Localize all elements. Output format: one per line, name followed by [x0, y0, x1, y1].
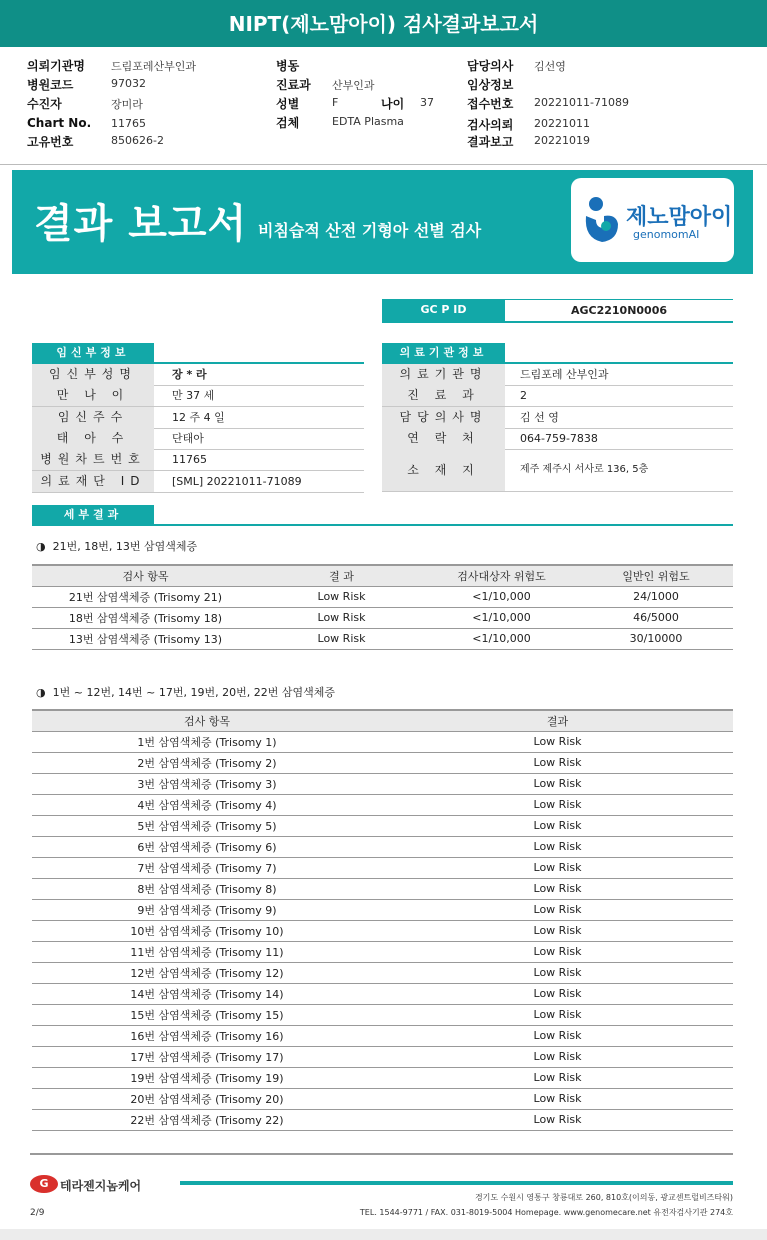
- header-label: 담당의사: [467, 59, 514, 73]
- table-cell: <1/10,000: [424, 628, 579, 649]
- table-row: [32, 731, 733, 752]
- institution-field-label: 의료기관명: [382, 364, 505, 385]
- header-value: 97032: [111, 77, 146, 90]
- institution-field-value: 드림포레 산부인과: [520, 368, 609, 381]
- footer-accent-bar: [180, 1181, 733, 1185]
- header-value: 20221011: [534, 117, 590, 130]
- table-row: [32, 628, 733, 649]
- table-cell: Low Risk: [382, 857, 733, 878]
- table-cell: 24/1000: [579, 586, 733, 607]
- section1-heading-text: 21번, 18번, 13번 삼염색체증: [52, 540, 198, 553]
- table-cell: 8번 삼염색체증 (Trisomy 8): [32, 878, 382, 899]
- patient-field-label: 임신주수: [32, 407, 154, 428]
- institution-field-label: 진 료 과: [382, 385, 505, 406]
- page-number: 2/9: [30, 1208, 45, 1218]
- header-label: 접수번호: [467, 97, 514, 111]
- report-title: NIPT(제노맘아이) 검사결과보고서: [0, 0, 767, 46]
- table-cell: 1번 삼염색체증 (Trisomy 1): [32, 731, 382, 752]
- table-row: [32, 1004, 733, 1025]
- table-cell: 12번 삼염색체증 (Trisomy 12): [32, 962, 382, 983]
- institution-field-value: 064-759-7838: [520, 431, 598, 445]
- institution-field-label: 소 재 지: [382, 449, 505, 491]
- table-cell: 14번 삼염색체증 (Trisomy 14): [32, 983, 382, 1004]
- footer-divider: [30, 1153, 733, 1155]
- patient-field-value: 만 37 세: [172, 389, 215, 403]
- table-cell: 18번 삼염색체증 (Trisomy 18): [32, 607, 259, 628]
- terragen-logo-icon: G: [30, 1175, 58, 1193]
- table-row: [32, 586, 733, 607]
- header-label: 병동: [276, 59, 300, 73]
- table-row: [32, 836, 733, 857]
- table-cell: 2번 삼염색체증 (Trisomy 2): [32, 752, 382, 773]
- banner-title: 결과 보고서: [34, 201, 248, 247]
- patient-field-value: 장 * 라: [172, 368, 207, 381]
- patient-field-value: 단태아: [172, 431, 204, 445]
- patient-field-value: [SML] 20221011-71089: [172, 474, 302, 488]
- table-row: [32, 878, 733, 899]
- table-row: [32, 1109, 733, 1130]
- header-label: 결과보고: [467, 135, 514, 149]
- section2-heading: [36, 684, 335, 700]
- detail-tab-line: [32, 524, 733, 526]
- table-cell: <1/10,000: [424, 586, 579, 607]
- table-cell: Low Risk: [382, 1088, 733, 1109]
- table-cell: Low Risk: [382, 1004, 733, 1025]
- table-cell: 19번 삼염색체증 (Trisomy 19): [32, 1067, 382, 1088]
- table-cell: Low Risk: [382, 983, 733, 1004]
- gcp-id-value: AGC2210N0006: [505, 299, 733, 321]
- header-value: 20221011-71089: [534, 96, 629, 109]
- table-cell: Low Risk: [382, 878, 733, 899]
- institution-field-value: 김 선 영: [520, 410, 559, 424]
- table-cell: 7번 삼염색체증 (Trisomy 7): [32, 857, 382, 878]
- header-value: 산부인과: [332, 79, 375, 92]
- table-cell: Low Risk: [382, 836, 733, 857]
- patient-field-label: 만 나 이: [32, 385, 154, 406]
- header-value: 김선영: [534, 60, 566, 73]
- bottom-strip: [0, 1229, 767, 1240]
- table-cell: <1/10,000: [424, 607, 579, 628]
- row-divider: [32, 492, 364, 493]
- row-divider: [382, 491, 733, 492]
- patient-info-tab: 임신부정보: [32, 343, 154, 363]
- table-cell: Low Risk: [382, 1109, 733, 1130]
- table-header-cell: 일반인 위험도: [579, 565, 733, 586]
- detail-results-tab: 세부결과: [32, 505, 154, 525]
- table-cell: 46/5000: [579, 607, 733, 628]
- table-row: [32, 1025, 733, 1046]
- header-label: 고유번호: [27, 135, 74, 149]
- footer-contact: TEL. 1544-9771 / FAX. 031-8019-5004 Homepage. www.genomecare.net 유전자검사기관 274호: [359, 1208, 733, 1217]
- institution-field-label: 연 락 처: [382, 428, 505, 449]
- genomom-logo-icon: [582, 194, 622, 246]
- title-divider: [0, 46, 767, 47]
- trisomy-main-table: [32, 564, 733, 650]
- header-label: 성별: [276, 97, 300, 111]
- footer-address: 경기도 수원시 영통구 창룡대로 260, 810호(이의동, 광교센트럴비즈타워): [474, 1193, 733, 1202]
- gcp-id-label: GC P ID: [382, 299, 505, 321]
- table-row: [32, 899, 733, 920]
- table-cell: 5번 삼염색체증 (Trisomy 5): [32, 815, 382, 836]
- patient-field-value: 12 주 4 일: [172, 410, 225, 424]
- section1-heading: [36, 538, 197, 554]
- header-label: Chart No.: [27, 116, 92, 130]
- header-value: 20221019: [534, 134, 590, 147]
- table-header-cell: 결과: [382, 710, 733, 731]
- table-row: [32, 857, 733, 878]
- table-header-cell: 검사 항목: [32, 710, 382, 731]
- logo-subtext: genomomAI: [633, 228, 700, 241]
- table-cell: 20번 삼염색체증 (Trisomy 20): [32, 1088, 382, 1109]
- table-cell: 17번 삼염색체증 (Trisomy 17): [32, 1046, 382, 1067]
- table-cell: Low Risk: [382, 1046, 733, 1067]
- table-row: [32, 1046, 733, 1067]
- header-label: 병원코드: [27, 78, 74, 92]
- logo-text: 제노맘아이: [626, 205, 733, 230]
- table-cell: 10번 삼염색체증 (Trisomy 10): [32, 920, 382, 941]
- header-value: 11765: [111, 117, 146, 130]
- table-cell: Low Risk: [259, 628, 424, 649]
- table-header-cell: 검사대상자 위험도: [424, 565, 579, 586]
- table-row: [32, 941, 733, 962]
- table-cell: Low Risk: [382, 731, 733, 752]
- table-cell: Low Risk: [382, 1025, 733, 1046]
- table-row: [32, 1088, 733, 1109]
- table-cell: 11번 삼염색체증 (Trisomy 11): [32, 941, 382, 962]
- table-cell: Low Risk: [382, 752, 733, 773]
- table-header-cell: 검사 항목: [32, 565, 259, 586]
- table-header-cell: 결 과: [259, 565, 424, 586]
- header-value: EDTA Plasma: [332, 115, 404, 128]
- table-row: [32, 773, 733, 794]
- header-label: 임상정보: [467, 78, 514, 92]
- table-cell: Low Risk: [259, 607, 424, 628]
- table-cell: 4번 삼염색체증 (Trisomy 4): [32, 794, 382, 815]
- table-cell: Low Risk: [382, 899, 733, 920]
- table-cell: Low Risk: [382, 1067, 733, 1088]
- table-cell: Low Risk: [382, 815, 733, 836]
- table-cell: Low Risk: [382, 794, 733, 815]
- table-cell: Low Risk: [382, 773, 733, 794]
- section2-heading-text: 1번 ~ 12번, 14번 ~ 17번, 19번, 20번, 22번 삼염색체증: [52, 686, 335, 699]
- table-cell: 15번 삼염색체증 (Trisomy 15): [32, 1004, 382, 1025]
- table-cell: 16번 삼염색체증 (Trisomy 16): [32, 1025, 382, 1046]
- patient-field-label: 의료재단 ID: [32, 471, 154, 492]
- patient-field-label: 태 아 수: [32, 428, 154, 449]
- banner-subtitle: 비침습적 산전 기형아 선별 검사: [258, 221, 482, 240]
- patient-field-value: 11765: [172, 453, 207, 467]
- footer-company: 테라젠지놈케어: [60, 1179, 142, 1193]
- table-cell: 3번 삼염색체증 (Trisomy 3): [32, 773, 382, 794]
- table-cell: Low Risk: [382, 941, 733, 962]
- institution-field-label: 담당의사명: [382, 407, 505, 428]
- header-label: 검사의뢰: [467, 118, 514, 132]
- table-cell: Low Risk: [259, 586, 424, 607]
- table-cell: 30/10000: [579, 628, 733, 649]
- institution-field-value: 2: [520, 389, 527, 403]
- header-label: 의뢰기관명: [27, 59, 85, 73]
- header-value: 장미라: [111, 98, 143, 111]
- header-divider: [0, 164, 767, 165]
- table-cell: 9번 삼염색체증 (Trisomy 9): [32, 899, 382, 920]
- table-row: [32, 607, 733, 628]
- table-cell: 13번 삼염색체증 (Trisomy 13): [32, 628, 259, 649]
- table-cell: 22번 삼염색체증 (Trisomy 22): [32, 1109, 382, 1130]
- gcp-divider: [382, 321, 733, 323]
- header-age-value: 37: [420, 96, 434, 109]
- table-row: [32, 962, 733, 983]
- table-cell: Low Risk: [382, 962, 733, 983]
- table-row: [32, 920, 733, 941]
- table-cell: 21번 삼염색체증 (Trisomy 21): [32, 586, 259, 607]
- patient-field-label: 임신부성명: [32, 364, 154, 385]
- table-row: [32, 983, 733, 1004]
- header-value: F: [332, 96, 339, 109]
- table-cell: Low Risk: [382, 920, 733, 941]
- institution-info-tab: 의료기관정보: [382, 343, 505, 363]
- header-age-label: 나이: [381, 97, 405, 111]
- institution-field-value: 제주 제주시 서사로 136, 5층: [520, 464, 649, 476]
- trisomy-other-table: [32, 709, 733, 1131]
- header-label: 검체: [276, 116, 300, 130]
- patient-field-label: 병원차트번호: [32, 449, 154, 470]
- table-row: [32, 752, 733, 773]
- header-label: 수진자: [27, 97, 62, 111]
- header-value: 드림포레산부인과: [111, 60, 197, 73]
- header-value: 850626-2: [111, 134, 164, 147]
- half-circle-icon: ◑: [36, 540, 46, 553]
- table-row: [32, 1067, 733, 1088]
- table-cell: 6번 삼염색체증 (Trisomy 6): [32, 836, 382, 857]
- header-label: 진료과: [276, 78, 311, 92]
- half-circle-icon: ◑: [36, 686, 46, 699]
- table-row: [32, 794, 733, 815]
- table-row: [32, 815, 733, 836]
